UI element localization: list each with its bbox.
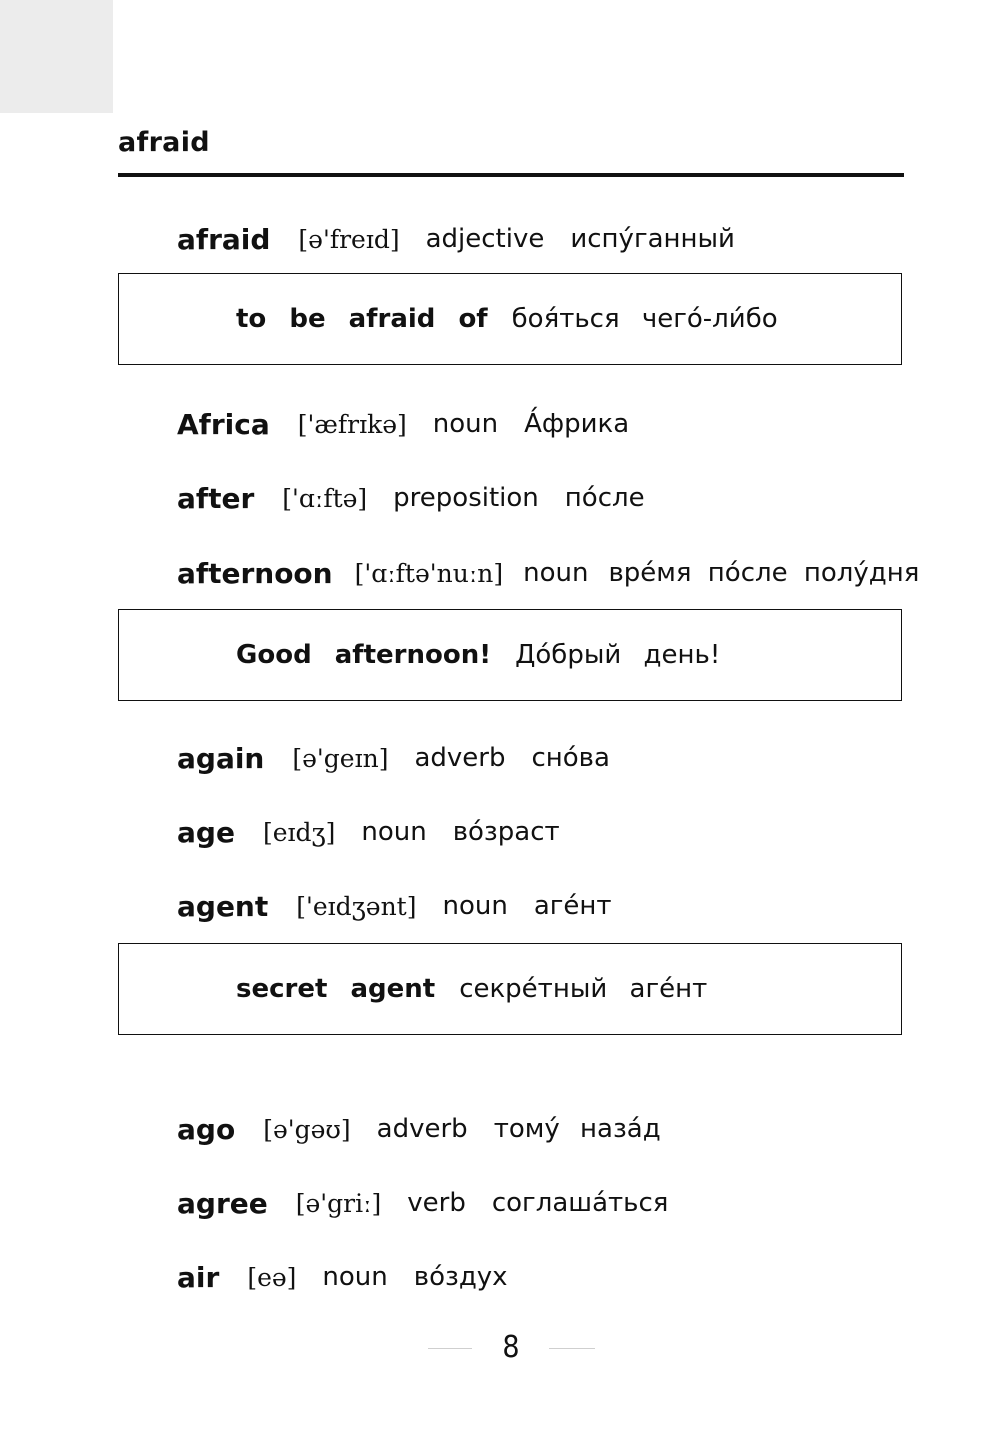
entry-transcription: [ə'griː]: [295, 1188, 382, 1218]
entry-translation: тому́ наза́д: [493, 1114, 661, 1144]
entry-word: age: [177, 815, 235, 849]
phrase-translation: До́брый день!: [515, 639, 721, 670]
phrase-example: [236, 274, 778, 363]
entry-word: agent: [177, 889, 269, 923]
dictionary-entry: [177, 812, 560, 852]
entry-transcription: ['æfrɪkə]: [297, 409, 407, 439]
entry-part-of-speech: noun: [523, 558, 589, 588]
phrase-english: to be afraid of: [236, 303, 488, 334]
entry-part-of-speech: noun: [432, 409, 499, 439]
entry-translation: по́сле: [564, 483, 645, 513]
entry-part-of-speech: noun: [322, 1262, 388, 1292]
phrase-english: Good afternoon!: [236, 639, 492, 670]
entry-transcription: [eɪdʒ]: [262, 817, 336, 847]
phrase-translation: секре́тный аге́нт: [459, 973, 708, 1004]
phrase-box: [118, 609, 902, 701]
entry-word: again: [177, 741, 265, 775]
entry-transcription: [ə'geɪn]: [292, 743, 389, 773]
entry-word: ago: [177, 1112, 236, 1146]
entry-part-of-speech: verb: [407, 1188, 466, 1218]
entry-word: Africa: [177, 407, 270, 441]
dictionary-entry: [177, 1109, 661, 1149]
phrase-english: secret agent: [236, 973, 436, 1004]
entry-part-of-speech: preposition: [393, 483, 539, 513]
dictionary-entry: [177, 738, 610, 778]
entry-part-of-speech: noun: [442, 891, 508, 921]
page-footer: [0, 1325, 986, 1371]
entry-transcription: ['ɑːftə]: [282, 483, 368, 513]
entry-part-of-speech: adverb: [376, 1114, 468, 1144]
phrase-example: [236, 610, 720, 699]
entry-part-of-speech: adverb: [414, 743, 506, 773]
entry-translation: сно́ва: [531, 743, 610, 773]
entry-transcription: [ə'gəʊ]: [263, 1114, 351, 1144]
header-divider: [118, 173, 904, 177]
entry-translation: во́зраст: [452, 817, 560, 847]
entry-word: after: [177, 481, 255, 515]
dictionary-entry: [177, 553, 919, 593]
section-header: afraid: [118, 127, 210, 158]
footer-rule-left: [428, 1348, 472, 1349]
entry-transcription: ['eɪdʒənt]: [296, 891, 417, 921]
entry-transcription: ['ɑːftə'nuːn]: [354, 558, 504, 588]
entry-translation: во́здух: [413, 1262, 508, 1292]
dictionary-entry: [177, 1183, 668, 1223]
corner-tab: [0, 0, 113, 113]
entry-translation: соглаша́ться: [491, 1188, 669, 1218]
entry-word: agree: [177, 1186, 268, 1220]
entry-translation: А́фрика: [524, 409, 630, 439]
phrase-box: [118, 273, 902, 365]
entry-word: afternoon: [177, 556, 333, 590]
dictionary-entry: [177, 404, 629, 444]
entry-transcription: [ə'freɪd]: [298, 224, 400, 254]
phrase-example: [236, 944, 707, 1033]
footer-rule-right: [549, 1348, 595, 1349]
phrase-translation: боя́ться чего́-ли́бо: [511, 303, 778, 334]
entry-word: afraid: [177, 222, 271, 256]
entry-part-of-speech: adjective: [425, 224, 545, 254]
entry-transcription: [eə]: [247, 1262, 297, 1292]
dictionary-entry: [177, 886, 612, 926]
dictionary-entry: [177, 1257, 508, 1297]
entry-word: air: [177, 1260, 220, 1294]
dictionary-entry: [177, 219, 735, 259]
page-number: 8: [502, 1330, 520, 1365]
entry-translation: испу́ганный: [570, 224, 735, 254]
dictionary-entry: [177, 478, 645, 518]
entry-translation: вре́мя по́сле полу́дня: [608, 558, 920, 588]
phrase-box: [118, 943, 902, 1035]
entry-translation: аге́нт: [533, 891, 612, 921]
entry-part-of-speech: noun: [361, 817, 427, 847]
